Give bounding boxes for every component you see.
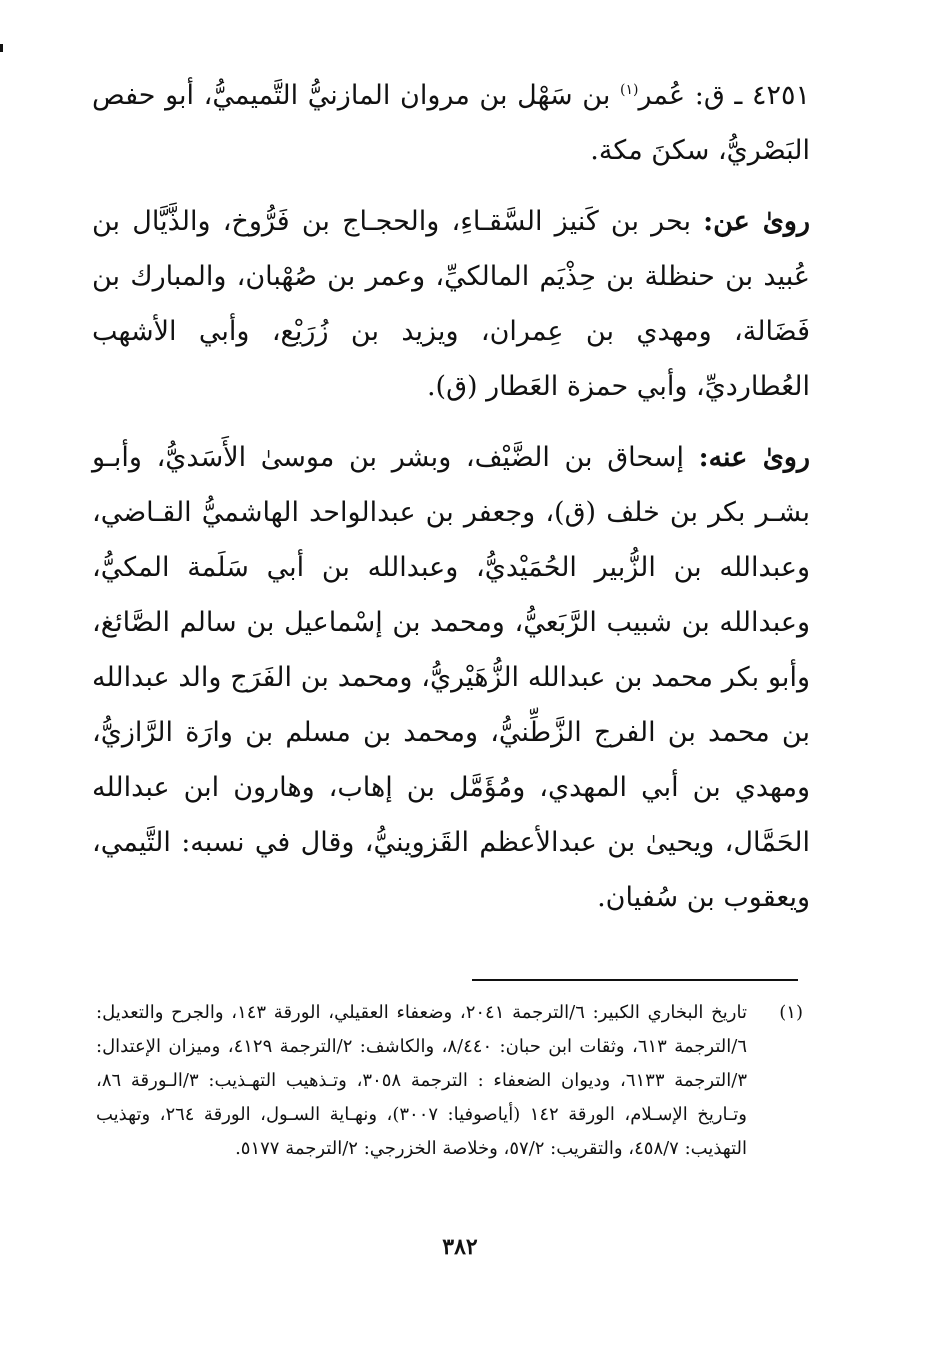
footnote-marker: (١): [779, 1002, 803, 1023]
narrated-by-text: إسحاق بن الضَّيْف، وبشر بن موسىٰ الأَسَديُّ، وأبـو بشـر بكر بن خلف (ق)، وجعفر بن عبدالواحد الهاشميُّ القـاضي، وعبدالله بن الزُّبير الحُمَيْديُّ، وعبدالله بن أبي سَلَمة المكيُّ، وعبدالله بن شبيب الرَّبَعيُّ، ومحمد بن إسْماعيل بن سالم الصَّائغ، وأبو بكر محمد بن عبدالله الزُّهَيْريُّ، ومحمد بن الفَرَج والد عبدالله بن محمد بن الفرج الزَّطِّنيُّ، ومحمد بن مسلم بن وارَة الرَّازيُّ، ومهدي بن أبي المهدي، ومُؤَمَّل بن إهاب، وهارون ابن عبدالله الحَمَّال، ويحيىٰ بن عبدالأعظم القَزوينيُّ، وقال في نسبه: التَّيمي، ويعقوب بن سُفيان.: [92, 442, 810, 913]
narrated-from-label: روىٰ عن:: [703, 206, 810, 237]
main-text: [92, 68, 810, 925]
footnote-block: [96, 996, 803, 1166]
edge-mark: [0, 44, 3, 52]
narrated-by-label: روىٰ عنه:: [698, 442, 810, 473]
footnote-text: تاريخ البخاري الكبير: ٦/الترجمة ٢٠٤١، وضعفاء العقيلي، الورقة ١٤٣، والجرح والتعديل: ٦/الترجمة ٦١٣، وثقات ابن حبان: ٨/٤٤٠، والكاشف: ٢/الترجمة ٤١٢٩، وميزان الإعتدال: ٣/الترجمة ٦١٣٣، وديوان الضعفاء : الترجمة ٣٠٥٨، وتـذهيب التهـذيب: ٣/الـورقة ٨٦، وتـاريخ الإسـلام، الورقة ١٤٢ (أياصوفيا: ٣٠٠٧)، ونهـاية السـول، الورقة ٢٦٤، وتهذيب التهذيب: ٤٥٨/٧، والتقريب: ٥٧/٢، وخلاصة الخزرجي: ٢/الترجمة ٥١٧٧.: [96, 1002, 747, 1159]
footnote-separator: [472, 979, 798, 981]
page-number: ٣٨٢: [442, 1234, 478, 1260]
footnote-reference: (١): [620, 82, 639, 98]
narrated-from-text: بحر بن كَنيز السَّقـاءِ، والحجـاج بن فَرُّوخ، والذَّيَّال بن عُبيد بن حنظلة بن حِذْيَم المالكيِّ، وعمر بن صُهْبان، والمبارك بن فَضَالة، ومهدي بن عِمران، ويزيد بن زُرَيْع، وأبي الأشهب العُطارديِّ، وأبي حمزة العَطار (ق).: [92, 206, 810, 402]
narrated-from-paragraph: [92, 194, 810, 414]
entry-heading: ٤٢٥١ ـ ق: عُمر: [638, 80, 811, 111]
entry-body: بن سَهْل بن مروان المازنيُّ التَّميميُّ، أبو حفص البَصْريُّ، سكنَ مكة.: [92, 80, 810, 166]
biography-entry: [92, 68, 810, 178]
narrated-by-paragraph: [92, 430, 810, 925]
